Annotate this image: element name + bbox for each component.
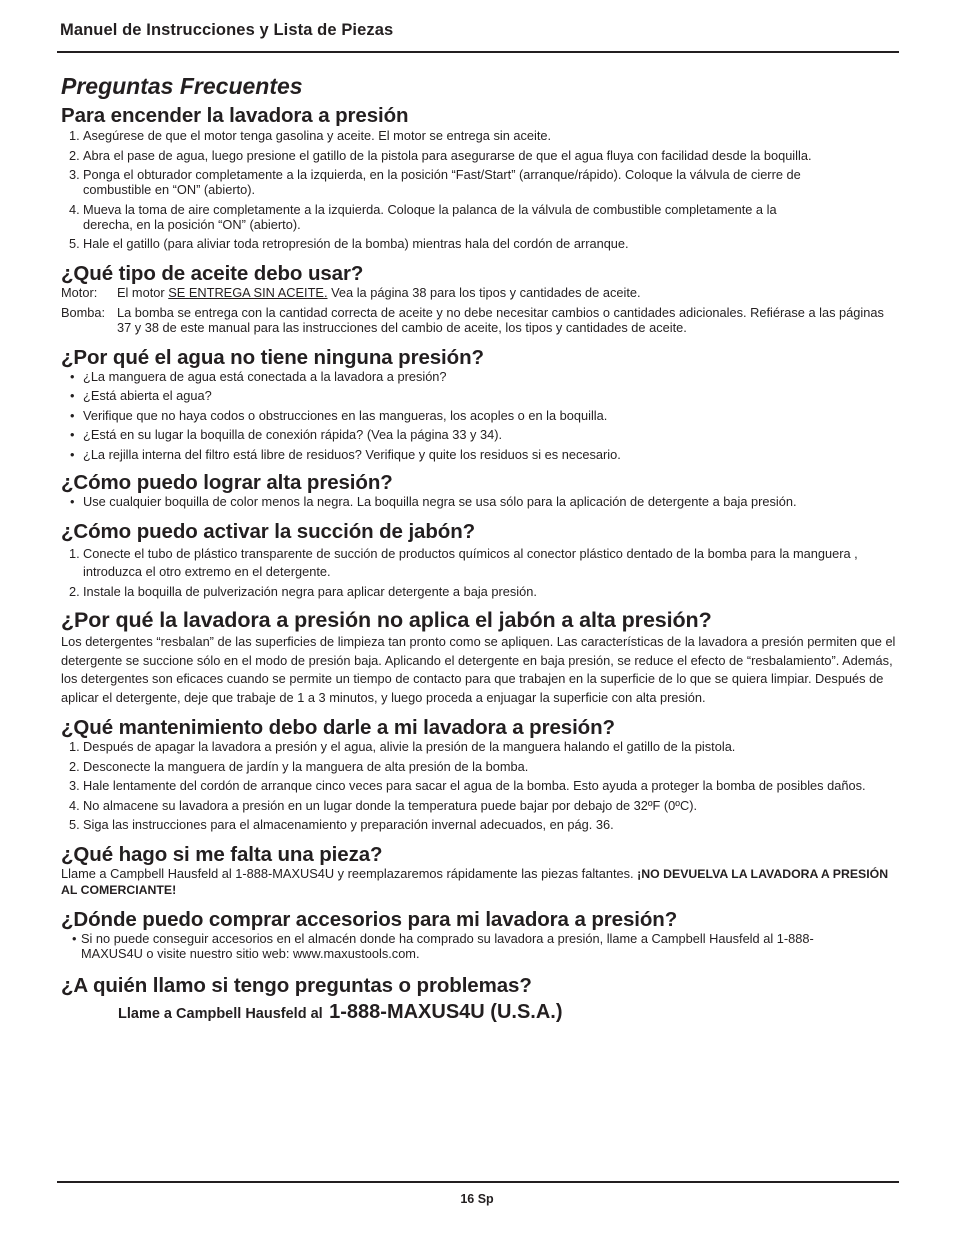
section-heading-high-pressure: ¿Cómo puedo lograr alta presión? [61,471,393,494]
manual-header-title: Manuel de Instrucciones y Lista de Piezas [60,21,394,39]
list-item: 3. Ponga el obturador completamente a la izquierda, en la posición “Fast/Start” (arranque/rápido). Coloque la válvula de cierre de combustible en “ON” (abierto). [69,167,801,197]
faq-content [61,71,899,1024]
header-divider [57,51,899,53]
start-steps-list [61,128,899,256]
high-pressure-list [61,494,899,514]
pump-oil-row: Bomba: La bomba se entrega con la cantidad correcta de aceite y no debe necesitar cambios o cantidades adicionales. Refiérase a las páginas 37 y 38 de este manual para las instrucciones del cambio de aceite, los tipos y cantidades de aceite. [61,304,884,335]
section-heading-contact: ¿A quién llamo si tengo preguntas o problemas? [61,974,532,998]
list-item: • ¿Está abierta el agua? [70,388,212,403]
footer-divider [57,1181,899,1183]
phone-number: 1-888-MAXUS4U (U.S.A.) [329,1001,563,1024]
list-item: 2. Instale la boquilla de pulverización negra para aplicar detergente a baja presión. [69,583,537,599]
section-heading-no-pressure: ¿Por qué el agua no tiene ninguna presión? [61,345,484,369]
page-number: 16 Sp [460,1192,494,1206]
missing-part-text: Llame a Campbell Hausfeld al 1-888-MAXUS4U y reemplazaremos rápidamente las piezas faltantes. ¡NO DEVUELVA LA LAVADORA A PRESIÓN AL COMERCIANTE! [61,865,889,897]
list-item: 4. No almacene su lavadora a presión en un lugar donde la temperatura puede bajar por debajo de 32ºF (0ºC). [69,797,698,813]
section-heading-oil: ¿Qué tipo de aceite debo usar? [61,261,364,285]
list-item: • ¿La manguera de agua está conectada a la lavadora a presión? [70,368,447,384]
list-item: 5. Hale el gatillo (para aliviar toda retropresión de la bomba) mientras hala del cordón de arranque. [69,236,629,251]
list-item: • Verifique que no haya codos o obstrucciones en las mangueras, los acoples o en la boquilla. [70,407,608,423]
soap-steps-list [61,545,899,604]
list-item: 3. Hale lentamente del cordón de arranque cinco veces para sacar el agua de la bomba. Esto ayuda a proteger la bomba de posibles daños. [69,778,866,794]
oil-definitions [61,285,899,340]
accessories-list [61,931,899,966]
section-heading-missing-part: ¿Qué hago si me falta una pieza? [61,842,383,866]
list-item: 2. Abra el pase de agua, luego presione el gatillo de la pistola para asegurarse de que el agua fluya con facilidad desde la boquilla. [69,147,812,163]
section-heading-accessories: ¿Dónde puedo comprar accesorios para mi lavadora a presión? [61,907,678,931]
section-heading-soap: ¿Cómo puedo activar la succión de jabón? [61,519,476,543]
contact-phone-line [61,1001,899,1024]
list-item: • ¿La rejilla interna del filtro está libre de residuos? Verifique y quite los residuos si es necesario. [70,446,621,462]
no-oil-notice: SE ENTREGA SIN ACEITE. [168,284,328,300]
maintenance-steps-list [61,739,899,837]
list-item: • Si no puede conseguir accesorios en el almacén donde ha comprado su lavadora a presión, llame a Campbell Hausfeld al 1-888-MAXUS4U o visite nuestro sitio web: www.maxustools.com. [72,930,814,961]
call-label: Llame a Campbell Hausfeld al [118,1006,323,1023]
soap-high-explanation: Los detergentes “resbalan” de las superficies de limpieza tan pronto como se apliquen. Las características de la lavadora a presión permiten que el detergente se succione sólo en el modo de presión baja. Aplicando el detergente en baja presión, se reduce el efecto de “resbalamiento”. Además, los detergentes son eficaces cuando se permite un tiempo de contacto para que trabajen en la superficie de lo que se quiera limpiar. Después de aplicar el detergente, deje que trabaje de 1 a 3 minutos, y luego proceda a enjuagar la superficie con alta presión. [61,634,896,705]
no-pressure-checklist [61,369,899,467]
motor-oil-row: Motor: El motor SE ENTREGA SIN ACEITE. Vea la página 38 para los tipos y cantidades de aceite. [61,284,641,300]
page-title: Preguntas Frecuentes [61,73,303,99]
section-heading-start: Para encender la lavadora a presión [61,104,409,127]
list-item: • ¿Está en su lugar la boquilla de conexión rápida? (Vea la página 33 y 34). [70,427,503,442]
list-item: 5. Siga las instrucciones para el almacenamiento y preparación invernal adecuados, en pág. 36. [69,817,614,833]
return-warning: ¡NO DEVUELVA LA LAVADORA A PRESIÓN AL COMERCIANTE! [61,866,889,897]
list-item: 2. Desconecte la manguera de jardín y la manguera de alta presión de la bomba. [69,758,529,774]
pump-term: Bomba: [61,304,106,320]
list-item: 4. Mueva la toma de aire completamente a la izquierda. Coloque la palanca de la válvula de combustible completamente a la derecha, en la posición “ON” (abierto). [69,201,777,232]
list-item: • Use cualquier boquilla de color menos la negra. La boquilla negra se usa sólo para la aplicación de detergente a baja presión. [70,494,797,509]
motor-term: Motor: [61,284,98,300]
section-heading-soap-high: ¿Por qué la lavadora a presión no aplica el jabón a alta presión? [61,608,712,632]
section-heading-maintenance: ¿Qué mantenimiento debo darle a mi lavadora a presión? [61,716,615,740]
list-item: 1. Asegúrese de que el motor tenga gasolina y aceite. El motor se entrega sin aceite. [69,128,552,143]
list-item: 1. Después de apagar la lavadora a presión y el agua, alivie la presión de la manguera halando el gatillo de la pistola. [69,739,736,755]
list-item: 1. Conecte el tubo de plástico transparente de succión de productos químicos al conector plástico dentado de la bomba para la manguera , introduzca el otro extremo en el detergente. [69,545,858,579]
